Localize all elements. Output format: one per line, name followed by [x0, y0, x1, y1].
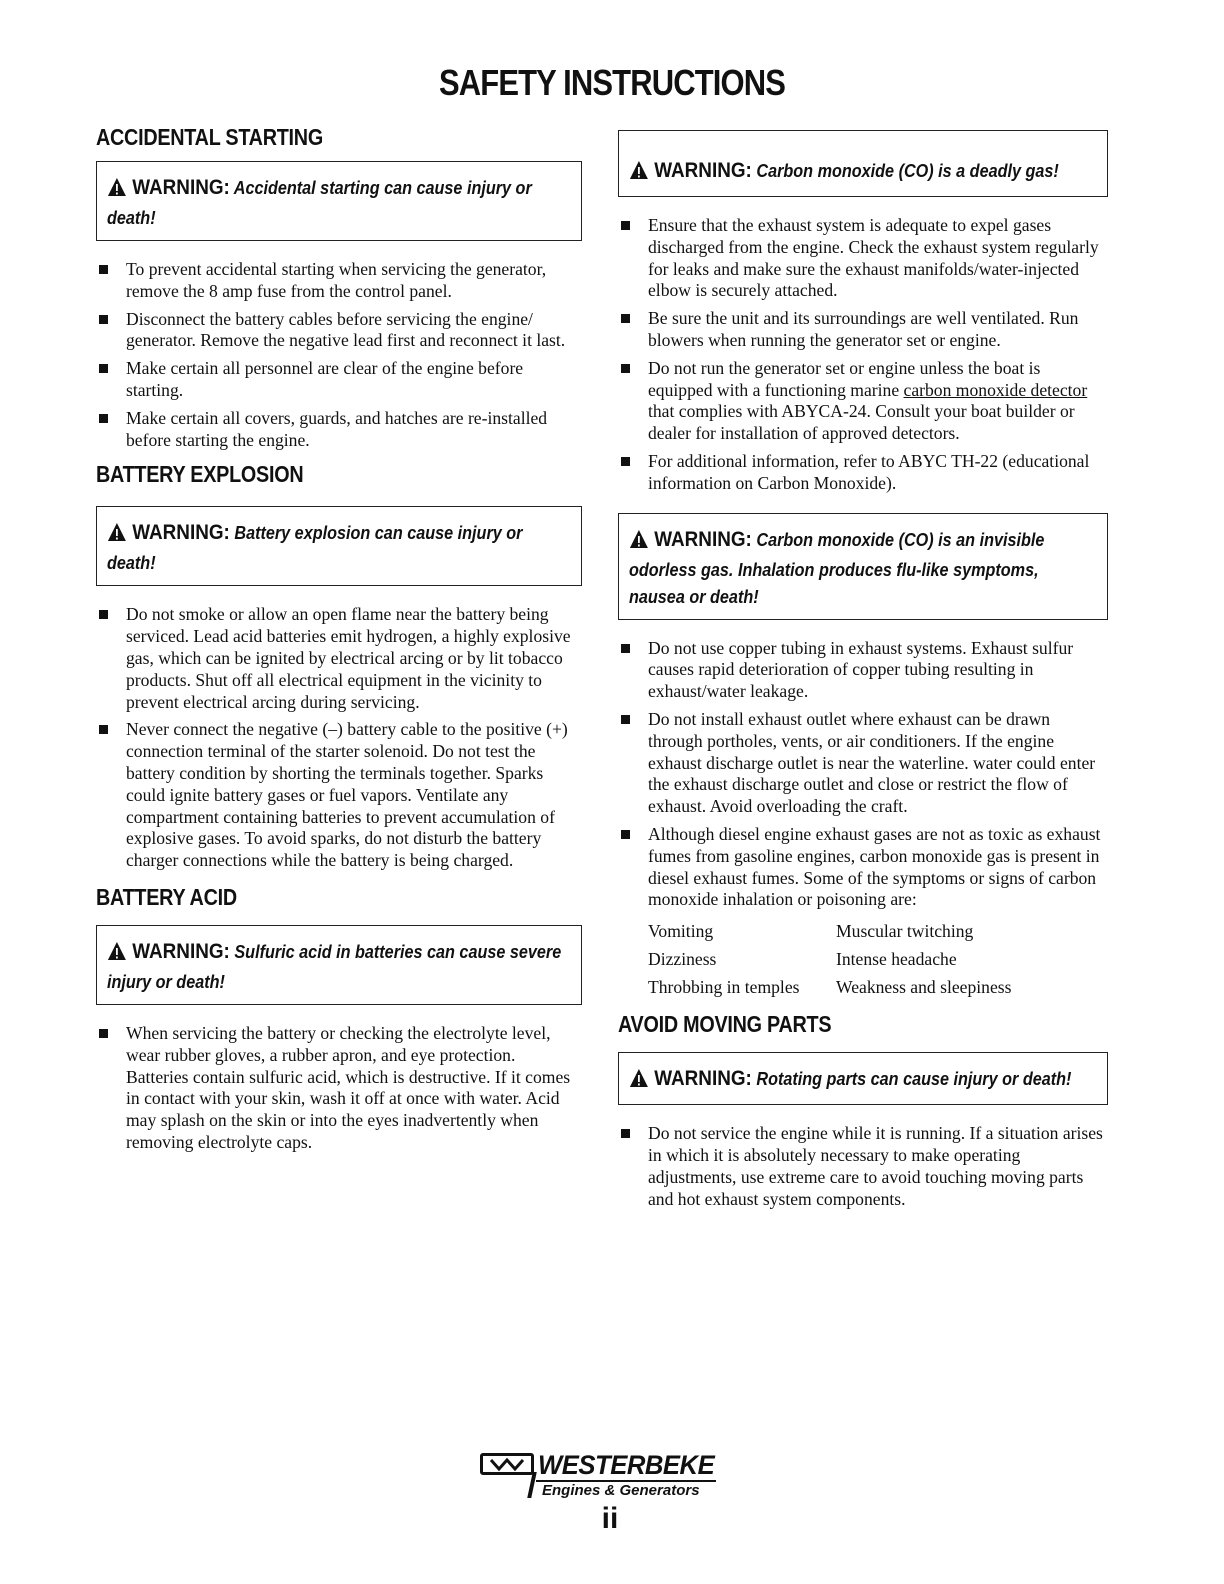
co-detector-link-text: carbon monoxide detector: [903, 379, 1088, 400]
symptoms-table: [648, 917, 1011, 1001]
warning-text: Rotating parts can cause injury or death!: [756, 1069, 1072, 1090]
bullet-square-icon: [621, 457, 630, 466]
warning-text: Battery explosion can cause injury or death!: [107, 523, 523, 574]
symptom-cell: Vomiting: [648, 921, 714, 942]
list-item: Although diesel engine exhaust gases are not as toxic as exhaust fumes from gasoline engines, carbon monoxide gas is present in diesel exhaust fumes. Some of the symptoms or signs of carbon monoxide inhalation or poisoning are:: [618, 824, 1108, 911]
symptom-cell: Throbbing in temples: [648, 977, 800, 998]
list-item: Do not install exhaust outlet where exhaust can be drawn through portholes, vents, or air conditioners. If the engine exhaust discharge outlet is near the waterline. water could enter the exhaust discharge outlet and close or restrict the flow of exhaust. Avoid overloading the craft.: [618, 709, 1108, 818]
list-item: Do not run the generator set or engine unless the boat is equipped with a functioning marine carbon monoxide detector that complies with ABYCA-24. Consult your boat builder or dealer for installation of approved detectors.: [618, 358, 1108, 445]
bullet-list-battery-explosion: [96, 604, 582, 872]
list-item: To prevent accidental starting when servicing the generator, remove the 8 amp fuse from the control panel.: [96, 259, 582, 303]
warning-box-co-deadly: [618, 130, 1108, 197]
bullet-square-icon: [621, 830, 630, 839]
list-item: For additional information, refer to ABYC TH-22 (educational information on Carbon Monoxide).: [618, 451, 1108, 495]
bullet-list-moving-parts: [618, 1123, 1108, 1210]
logo-emblem-icon: [480, 1453, 534, 1475]
left-column: [96, 124, 582, 1160]
westerbeke-logo: [480, 1450, 740, 1502]
bullet-square-icon: [99, 610, 108, 619]
bullet-square-icon: [621, 1129, 630, 1138]
logo-tagline: Engines & Generators: [542, 1482, 700, 1499]
bullet-square-icon: [621, 221, 630, 230]
warning-text: Carbon monoxide (CO) is an invisible odorless gas. Inhalation produces flu-like symptoms, nausea or death!: [629, 529, 1045, 607]
warning-label: WARNING:: [132, 176, 230, 199]
bullet-square-icon: [99, 265, 108, 274]
warning-box-battery-acid: [96, 925, 582, 1005]
warning-text: Carbon monoxide (CO) is a deadly gas!: [756, 161, 1059, 181]
list-item: Do not service the engine while it is running. If a situation arises in which it is absolutely necessary to make operating adjustments, use extreme care to avoid touching moving parts and hot exhaust system components.: [618, 1123, 1108, 1210]
bullet-square-icon: [621, 715, 630, 724]
bullet-square-icon: [99, 725, 108, 734]
warning-triangle-icon: [629, 160, 649, 188]
bullet-square-icon: [99, 1029, 108, 1038]
warning-triangle-icon: [107, 522, 127, 550]
list-item: Ensure that the exhaust system is adequate to expel gases discharged from the engine. Check the exhaust system regularly for leaks and make sure the exhaust manifolds/water-injected elbow is securely attached.: [618, 215, 1108, 302]
section-heading-battery-acid: BATTERY ACID: [96, 883, 237, 910]
bullet-list-co-deadly: [618, 215, 1108, 495]
warning-text: Sulfuric acid in batteries can cause severe injury or death!: [107, 941, 562, 992]
bullet-square-icon: [621, 364, 630, 373]
list-item: Disconnect the battery cables before servicing the engine/ generator. Remove the negative lead first and reconnect it last.: [96, 309, 582, 353]
list-item: Make certain all covers, guards, and hatches are re-installed before starting the engine.: [96, 408, 582, 452]
list-item: When servicing the battery or checking the electrolyte level, wear rubber gloves, a rubber apron, and eye protection. Batteries contain sulfuric acid, which is destructive. If it comes in contact with your skin, wash it off at once with water. Acid may splash on the skin or into the eyes inadvertently when removing electrolyte caps.: [96, 1023, 582, 1154]
warning-box-battery-explosion: [96, 506, 582, 586]
bullet-square-icon: [99, 414, 108, 423]
bullet-list-co-invisible: [618, 638, 1108, 912]
warning-label: WARNING:: [132, 521, 230, 545]
symptom-cell: Dizziness: [648, 949, 717, 970]
bullet-square-icon: [99, 364, 108, 373]
list-item: Never connect the negative (–) battery cable to the positive (+) connection terminal of the starter solenoid. Do not test the battery condition by shorting the terminals together. Sparks could ignite battery gases or fuel vapors. Ventilate any compartment containing batteries to prevent accumulation of explosive gases. To avoid sparks, do not disturb the battery charger connections while the battery is being charged.: [96, 719, 582, 872]
bullet-square-icon: [99, 315, 108, 324]
warning-label: WARNING:: [654, 159, 752, 182]
warning-label: WARNING:: [654, 1067, 752, 1091]
bullet-square-icon: [621, 644, 630, 653]
list-item: Be sure the unit and its surroundings are well ventilated. Run blowers when running the generator set or engine.: [618, 308, 1108, 352]
section-heading-accidental-starting: ACCIDENTAL STARTING: [96, 124, 323, 150]
warning-triangle-icon: [629, 1068, 649, 1096]
bullet-square-icon: [621, 314, 630, 323]
right-column: [618, 130, 1108, 1216]
warning-label: WARNING:: [132, 939, 230, 963]
bullet-list-battery-acid: [96, 1023, 582, 1154]
page-number: ii: [601, 1502, 619, 1535]
symptom-cell: Intense headache: [836, 949, 957, 970]
warning-box-moving-parts: [618, 1052, 1108, 1105]
warning-label: WARNING:: [654, 527, 752, 551]
list-item: Do not smoke or allow an open flame near the battery being serviced. Lead acid batteries emit hydrogen, a highly explosive gas, which can be ignited by electrical arcing or by lit tobacco products. Shut off all electrical equipment in the vicinity to prevent electrical arcing during servicing.: [96, 604, 582, 713]
warning-box-accidental-starting: [96, 161, 582, 241]
bullet-list-accidental-starting: [96, 259, 582, 451]
warning-box-co-invisible: [618, 513, 1108, 620]
page-title: SAFETY INSTRUCTIONS: [438, 62, 786, 103]
section-heading-battery-explosion: BATTERY EXPLOSION: [96, 461, 304, 488]
warning-triangle-icon: [107, 941, 127, 969]
table-row: [648, 945, 1011, 973]
list-item: Do not use copper tubing in exhaust systems. Exhaust sulfur causes rapid deterioration of copper tubing resulting in exhaust/water leakage.: [618, 638, 1108, 703]
warning-triangle-icon: [629, 529, 649, 557]
symptom-cell: Muscular twitching: [836, 921, 974, 942]
warning-triangle-icon: [107, 177, 127, 205]
section-heading-avoid-moving-parts: AVOID MOVING PARTS: [618, 1011, 832, 1038]
warning-text: Accidental starting can cause injury or death!: [107, 178, 532, 228]
table-row: [648, 973, 1011, 1001]
symptom-cell: Weakness and sleepiness: [836, 977, 1012, 998]
list-item: Make certain all personnel are clear of the engine before starting.: [96, 358, 582, 402]
logo-brand-text: WESTERBEKE: [538, 1450, 715, 1480]
table-row: [648, 917, 1011, 945]
